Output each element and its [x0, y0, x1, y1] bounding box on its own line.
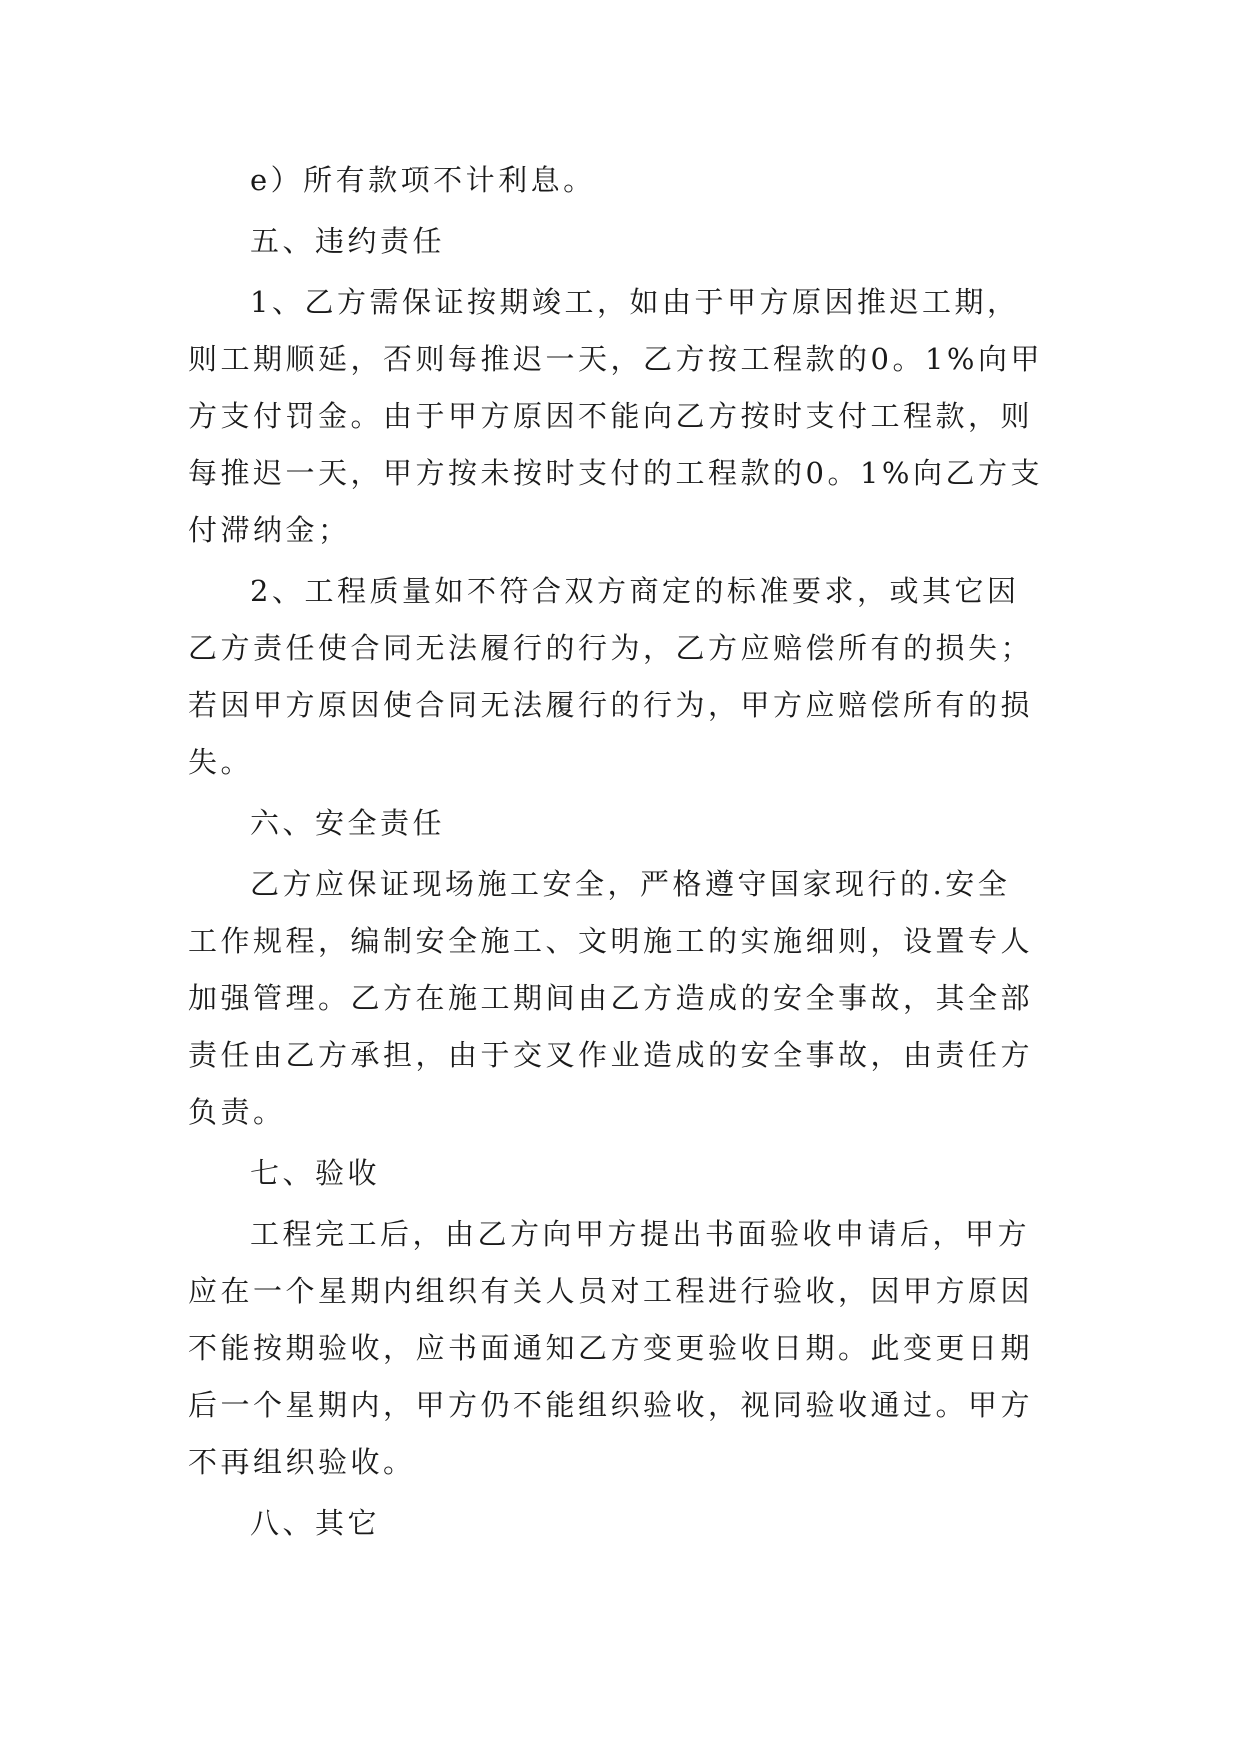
text-line: 工作规程，编制安全施工、文明施工的实施细则，设置专人: [188, 924, 1034, 958]
paragraph-breach-2: [188, 563, 1068, 791]
text-line: e）所有款项不计利息。: [250, 163, 596, 197]
text-line: 若因甲方原因使合同无法履行的行为，甲方应赔偿所有的损: [188, 688, 1034, 722]
paragraph-acceptance: [188, 1206, 1068, 1491]
text-line: 负责。: [188, 1095, 286, 1129]
section-heading-other: [188, 1495, 1068, 1552]
paragraph-interest-clause: [188, 152, 1068, 209]
text-line: 加强管理。乙方在施工期间由乙方造成的安全事故，其全部: [188, 981, 1034, 1015]
text-line: 六、安全责任: [250, 806, 446, 840]
text-line: 则工期顺延，否则每推迟一天，乙方按工程款的0。1%向甲: [188, 342, 1043, 376]
text-line: 方支付罚金。由于甲方原因不能向乙方按时支付工程款，则: [188, 399, 1034, 433]
text-line: 不再组织验收。: [188, 1445, 416, 1479]
text-line: 失。: [188, 745, 254, 779]
text-line: 1、乙方需保证按期竣工，如由于甲方原因推迟工期，: [250, 285, 1020, 319]
text-line: 付滞纳金；: [188, 513, 351, 547]
text-line: 七、验收: [250, 1156, 381, 1190]
text-line: 不能按期验收，应书面通知乙方变更验收日期。此变更日期: [188, 1331, 1034, 1365]
text-line: 2、工程质量如不符合双方商定的标准要求，或其它因: [250, 574, 1020, 608]
text-line: 工程完工后，由乙方向甲方提出书面验收申请后，甲方: [250, 1217, 1031, 1251]
section-heading-acceptance: [188, 1145, 1068, 1202]
text-line: 五、违约责任: [250, 224, 446, 258]
text-line: 八、其它: [250, 1506, 381, 1540]
section-heading-safety: [188, 795, 1068, 852]
text-line: 乙方应保证现场施工安全，严格遵守国家现行的.安全: [250, 867, 1011, 901]
paragraph-safety: [188, 856, 1068, 1141]
section-heading-breach: [188, 213, 1068, 270]
text-line: 乙方责任使合同无法履行的行为，乙方应赔偿所有的损失；: [188, 631, 1034, 665]
text-line: 后一个星期内，甲方仍不能组织验收，视同验收通过。甲方: [188, 1388, 1034, 1422]
text-line: 责任由乙方承担，由于交叉作业造成的安全事故，由责任方: [188, 1038, 1034, 1072]
paragraph-breach-1: [188, 274, 1068, 559]
document-page: [188, 152, 1068, 1556]
text-line: 应在一个星期内组织有关人员对工程进行验收，因甲方原因: [188, 1274, 1034, 1308]
text-line: 每推迟一天，甲方按未按时支付的工程款的0。1%向乙方支: [188, 456, 1043, 490]
